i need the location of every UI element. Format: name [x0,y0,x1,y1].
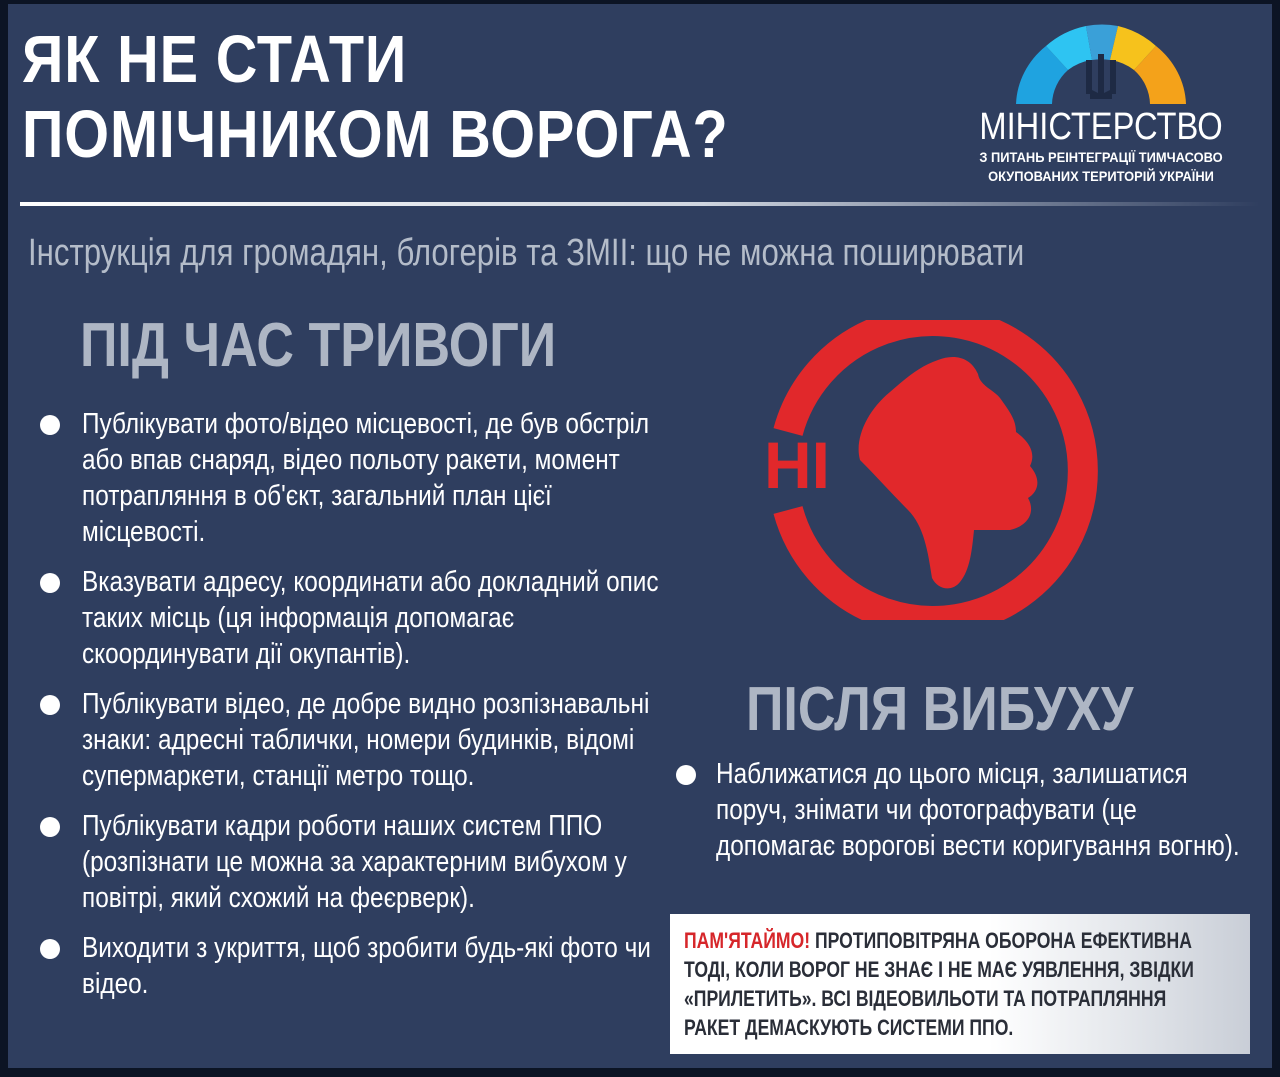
no-sign-text: НІ [764,428,830,502]
remember-body: ПРОТИПОВІТРЯНА ОБОРОНА ЕФЕКТИВНА ТОДІ, КОЛИ ВОРОГ НЕ ЗНАЄ І НЕ МАЄ УЯВЛЕННЯ, ЗВІДКИ «ПРИЛЕТИТЬ». ВСІ ВІДЕОВИЛЬОТИ ТА ПОТРАПЛЯННЯ РАКЕТ ДЕМАСКУЮТЬ СИСТЕМИ ППО. [684,928,1194,1040]
list-item [30,406,670,550]
bullet-icon [40,695,60,715]
page-title [22,22,729,172]
remember-label: ПАМ'ЯТАЙМО! [684,928,811,953]
ministry-subtitle [968,148,1235,186]
during-alert-heading: ПІД ЧАС ТРИВОГИ [80,311,557,380]
list-item [664,756,1264,864]
list-item [30,686,670,794]
list-item-text: Виходити з укриття, щоб зробити будь-які фото чи відео. [82,932,651,1000]
after-explosion-list [664,756,1264,878]
ministry-name: МІНІСТЕРСТВО [979,106,1223,148]
infographic [8,4,1272,1068]
bullet-icon [676,765,696,785]
bullet-icon [40,939,60,959]
trident-rainbow-icon [1006,20,1196,106]
remember-text [684,926,1196,1042]
thumbs-down-icon [748,320,1138,620]
bullet-icon [40,817,60,837]
title-line-1: ЯК НЕ СТАТИ [22,22,408,97]
bullet-icon [40,573,60,593]
list-item [30,808,670,916]
ministry-subtitle-line-2: ОКУПОВАНИХ ТЕРИТОРІЙ УКРАЇНИ [988,168,1214,184]
after-explosion-heading: ПІСЛЯ ВИБУХУ [746,675,1134,744]
list-item-text: Вказувати адресу, координати або докладний опис таких місць (ця інформація допомагає скоординувати дії окупантів). [82,566,659,670]
ministry-logo [956,20,1256,190]
list-item-text: Публікувати відео, де добре видно розпізнавальні знаки: адресні таблички, номери будинків, відомі супермаркети, станції метро тощо. [82,688,650,792]
no-sign [748,320,1138,625]
list-item-text: Публікувати фото/відео місцевості, де був обстріл або впав снаряд, відео польоту ракети, момент потрапляння в об'єкт, загальний план цієї місцевості. [82,408,650,548]
remember-box [670,914,1250,1054]
list-item [30,930,670,1002]
bullet-icon [40,415,60,435]
ministry-subtitle-line-1: З ПИТАНЬ РЕІНТЕГРАЦІЇ ТИМЧАСОВО [979,149,1223,165]
list-item-text: Публікувати кадри роботи наших систем ППО (розпізнати це можна за характерним вибухом у повітрі, який схожий на феєрверк). [82,810,627,914]
list-item [30,564,670,672]
title-line-2: ПОМІЧНИКОМ ВОРОГА? [22,97,729,172]
list-item-text: Наближатися до цього місця, залишатися поруч, знімати чи фотографувати (це допомагає ворогові вести коригування вогню). [716,758,1240,862]
during-alert-list [30,406,670,1016]
divider [20,202,1260,206]
subtitle: Інструкція для громадян, блогерів та ЗМІІ: що не можна поширювати [28,232,1025,274]
